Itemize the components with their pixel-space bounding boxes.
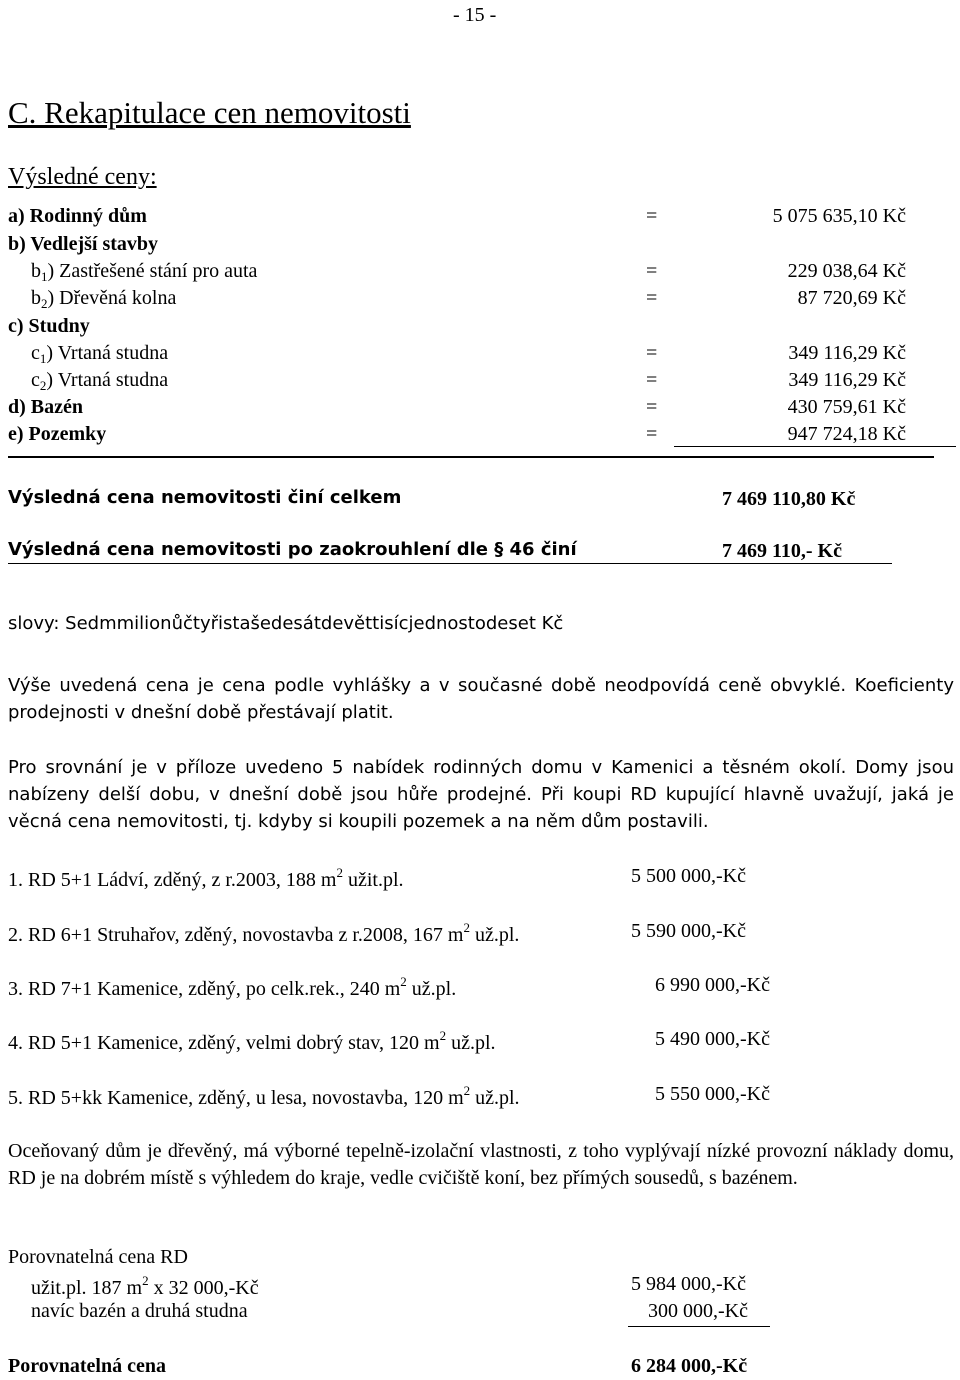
rounded-value: 7 469 110,- Kč: [722, 540, 842, 562]
item-eq: =: [646, 396, 658, 418]
offer-description: 4. RD 5+1 Kamenice, zděný, velmi dobrý stav, 120 $m^2$ už.pl.: [8, 1028, 496, 1054]
item-eq: =: [646, 205, 658, 227]
offer-description: 5. RD 5+kk Kamenice, zděný, u lesa, novostavba, 120 $m^2$ už.pl.: [8, 1083, 520, 1109]
item-value-carport: 229 038,64 Kč: [787, 260, 906, 282]
comparison-area-calc: užit.pl. 187 $m^2$ x 32 000,-Kč: [31, 1273, 259, 1299]
rounded-underline: [8, 563, 892, 564]
offer-price: 5 550 000,-Kč: [655, 1083, 770, 1105]
item-value-pool: 430 759,61 Kč: [787, 396, 906, 418]
item-label-pool: d) Bazén: [8, 396, 83, 418]
item-label-shed: $b_2$) Dřevěná kolna: [31, 287, 177, 311]
section-title: C. Rekapitulace cen nemovitosti: [8, 95, 411, 130]
item-value-house: 5 075 635,10 Kč: [772, 205, 906, 227]
comparison-underline: [628, 1326, 770, 1327]
item-label-well-1: $c_1$) Vrtaná studna: [31, 342, 169, 366]
offer-description: 2. RD 6+1 Struhařov, zděný, novostavba z r.2008, 167 $m^2$ už.pl.: [8, 920, 520, 946]
comparison-extra-label: navíc bazén a druhá studna: [31, 1300, 248, 1322]
comparison-final-value: 6 284 000,-Kč: [631, 1355, 748, 1377]
paragraph-house-description: Oceňovaný dům je dřevěný, má výborné tepelně-izolační vlastnosti, z toho vyplývají nízké provozní náklady domu, RD je na dobrém místě s výhledem do kraje, vedle cvičiště koní, bez přímých sousedů, s bazénem.: [8, 1140, 954, 1189]
comparison-area-value: 5 984 000,-Kč: [631, 1273, 746, 1295]
underline-last-value: [674, 446, 956, 447]
item-label-outbuildings: b) Vedlejší stavby: [8, 233, 159, 255]
page-number: - 15 -: [453, 4, 497, 26]
item-value-land: 947 724,18 Kč: [787, 423, 906, 445]
rounded-label: Výsledná cena nemovitosti po zaokrouhlení dle § 46 činí: [8, 539, 577, 560]
item-label-wells: c) Studny: [8, 315, 90, 337]
comparison-heading: Porovnatelná cena RD: [8, 1246, 188, 1268]
separator-rule: [8, 456, 934, 458]
offer-price: 6 990 000,-Kč: [655, 974, 770, 996]
item-eq: =: [646, 423, 658, 445]
item-label-house: a) Rodinný dům: [8, 205, 147, 227]
results-heading: Výsledné ceny:: [8, 164, 157, 190]
paragraph-note-price: Výše uvedená cena je cena podle vyhlášky a v současné době neodpovídá ceně obvyklé. Koeficienty prodejnosti v dnešní době přestávají platit.: [8, 675, 954, 723]
offer-description: 3. RD 7+1 Kamenice, zděný, po celk.rek., 240 $m^2$ už.pl.: [8, 974, 457, 1000]
item-eq: =: [646, 287, 658, 309]
total-value: 7 469 110,80 Kč: [722, 488, 856, 510]
item-eq: =: [646, 342, 658, 364]
item-value-shed: 87 720,69 Kč: [797, 287, 906, 309]
item-label-land: e) Pozemky: [8, 423, 107, 445]
comparison-extra-value: 300 000,-Kč: [648, 1300, 748, 1322]
comparison-final-label: Porovnatelná cena: [8, 1355, 166, 1377]
item-label-well-2: $c_2$) Vrtaná studna: [31, 369, 169, 393]
amount-in-words: slovy: Sedmmilionůčtyřistašedesátdevěttisícjednostodeset Kč: [8, 613, 564, 634]
item-eq: =: [646, 260, 658, 282]
item-label-carport: $b_1$) Zastřešené stání pro auta: [31, 260, 258, 284]
offer-price: 5 590 000,-Kč: [631, 920, 746, 942]
item-eq: =: [646, 369, 658, 391]
offer-price: 5 490 000,-Kč: [655, 1028, 770, 1050]
paragraph-comparison: Pro srovnání je v příloze uvedeno 5 nabídek rodinných domu v Kamenici a těsném okolí. Domy jsou nabízeny delší dobu, v dnešní době jsou hůře prodejné. Při koupi RD kupující hlavně uvažují, jaká je věcná cena nemovitosti, tj. kdyby si koupili pozemek a na něm dům postavili.: [8, 757, 954, 832]
offer-price: 5 500 000,-Kč: [631, 865, 746, 887]
item-value-well-1: 349 116,29 Kč: [788, 342, 906, 364]
total-label: Výsledná cena nemovitosti činí celkem: [8, 487, 402, 508]
offer-description: 1. RD 5+1 Ládví, zděný, z r.2003, 188 $m^2$ užit.pl.: [8, 865, 404, 891]
item-value-well-2: 349 116,29 Kč: [788, 369, 906, 391]
